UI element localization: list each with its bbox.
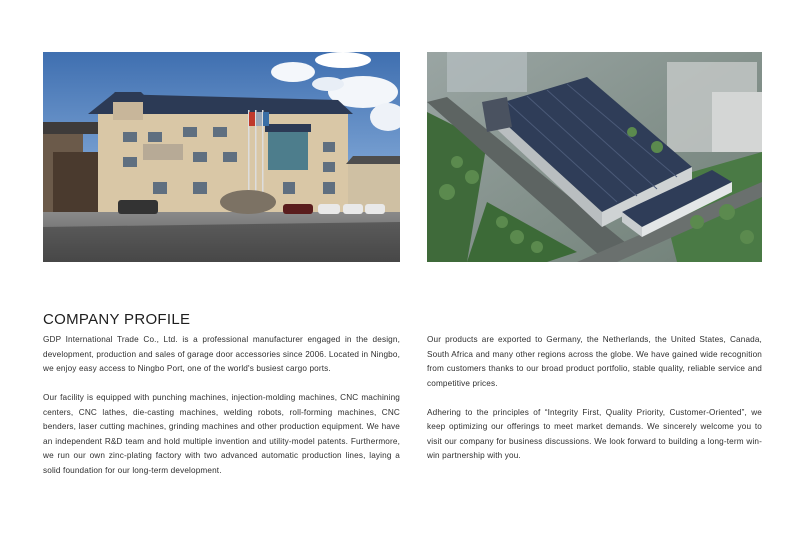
factory-aerial-rendering: [427, 52, 762, 262]
profile-paragraph: Our products are exported to Germany, the Netherlands, the United States, Canada, South Africa and many other regions across the globe. We have gained wide recognition from customers thanks to our broad product portfolio, stable quality, reliable service and competitive prices.: [427, 335, 762, 388]
profile-paragraph: GDP International Trade Co., Ltd. is a professional manufacturer engaged in the design, development, production and sales of garage door accessories since 2006. Located in Ningbo, we enjoy easy access to Ningbo Port, one of the world's busiest cargo ports.: [43, 335, 400, 373]
profile-paragraph: Our facility is equipped with punching machines, injection-molding machines, CNC machining centers, CNC lathes, die-casting machines, welding robots, roll-forming machines, CNC benders, laser cutting machines, grinding machines and other production equipment. We have an independent R&D team and hold multiple invention and utility-model patents. Furthermore, we run our own zinc-plating factory with two advanced automatic production lines, laying a solid foundation for our long-term development.: [43, 393, 400, 475]
company-building-photo: [43, 52, 400, 262]
section-title: COMPANY PROFILE: [43, 311, 191, 328]
profile-paragraph: Adhering to the principles of “Integrity First, Quality Priority, Customer-Oriented”, we keep optimizing our offerings to meet market demands. We sincerely welcome you to visit our company for business discussions. We look forward to building a long-term win-win partnership with you.: [427, 407, 762, 460]
profile-column-left: [43, 333, 400, 493]
profile-column-right: [427, 333, 762, 478]
